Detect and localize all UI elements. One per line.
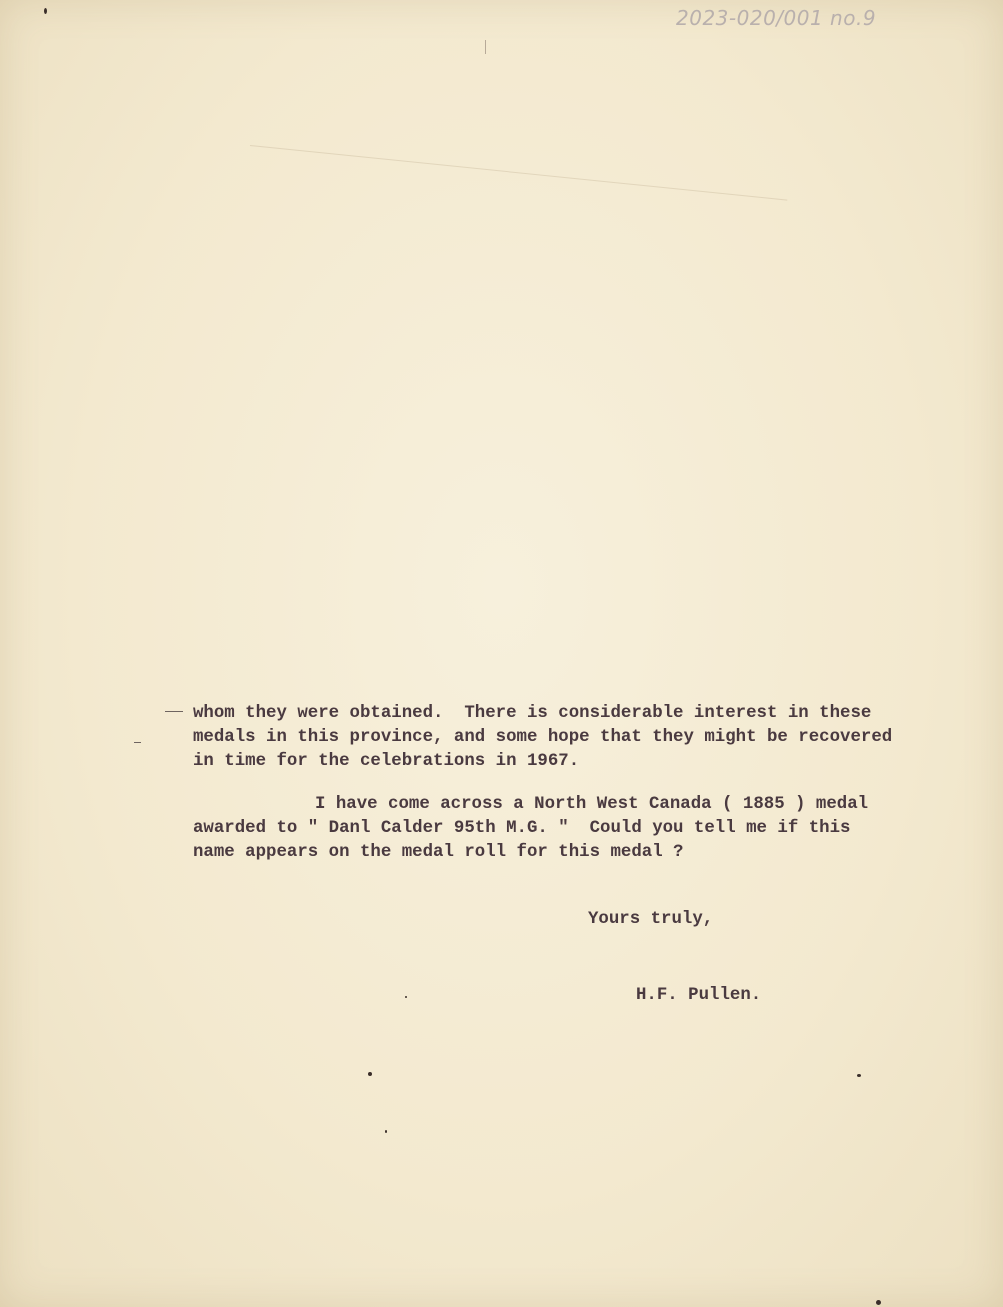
ink-speck bbox=[485, 40, 486, 54]
ink-speck bbox=[876, 1300, 881, 1305]
letter-body-line: medals in this province, and some hope that they might be recovered bbox=[193, 728, 893, 747]
ink-speck bbox=[857, 1074, 861, 1077]
ink-speck bbox=[385, 1130, 387, 1133]
ink-speck bbox=[405, 996, 407, 998]
paper-crease bbox=[250, 145, 787, 201]
letter-body-line: awarded to " Danl Calder 95th M.G. " Could you tell me if this bbox=[193, 819, 851, 838]
letter-body-line: name appears on the medal roll for this medal ? bbox=[193, 843, 684, 862]
ink-speck bbox=[44, 8, 47, 14]
ink-speck bbox=[368, 1072, 372, 1076]
letter-body-line: in time for the celebrations in 1967. bbox=[193, 752, 580, 771]
margin-mark bbox=[165, 711, 183, 712]
letter-signature: H.F. Pullen. bbox=[636, 986, 762, 1005]
letter-body-line: I have come across a North West Canada ( 1885 ) medal bbox=[315, 795, 869, 814]
archive-number-annotation: 2023-020/001 no.9 bbox=[676, 6, 877, 30]
letter-body-line: whom they were obtained. There is considerable interest in these bbox=[193, 704, 872, 723]
letter-closing: Yours truly, bbox=[588, 910, 714, 929]
margin-mark bbox=[134, 742, 141, 743]
